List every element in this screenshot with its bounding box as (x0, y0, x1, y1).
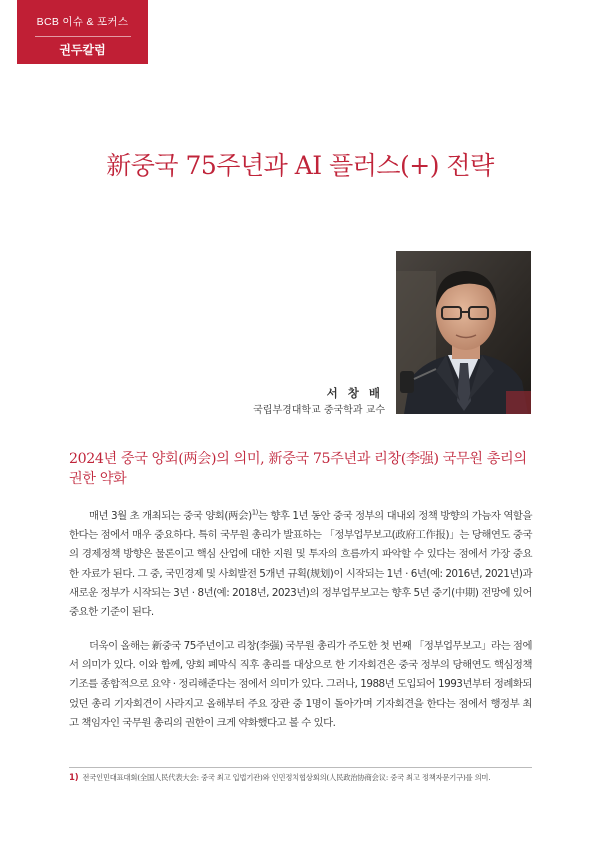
paragraph-1-body: 는 향후 1년 동안 중국 정부의 대내외 정책 방향의 가늠자 역할을 한다는 점에서 매우 중요하다. 특히 국무원 총리가 발표하는 「정부업무보고(政府工作报)」는 당해연도 중국의 경제정책 방향은 물론이고 핵심 산업에 대한 지원 및 투자의 흐름까지 파악할 수 있다는 점에서 가장 중요한 자료가 된다. 그 중, 국민경제 및 사회발전 5개년 규획(规划)이 시작되는 1년 · 6년(예: 2016년, 2021년)과 새로운 정부가 시작되는 3년 · 8년(예: 2018년, 2023년)의 정부업무보고는 향후 5년 중기(中期) 전망에 있어 중요한 기준이 된다. (69, 510, 532, 619)
footnote-ref[interactable]: 1) (251, 508, 258, 517)
footnote-number: 1) (69, 773, 79, 783)
footnote-text: 전국인민대표대회(全国人民代表大会: 중국 최고 입법기관)와 인민정치협상회의(人民政治协商会议: 중국 최고 정책자문기구)를 의미. (82, 773, 491, 782)
series-label: BCB 이슈 & 포커스 (36, 16, 129, 28)
paragraph-1 (69, 507, 532, 622)
author-affiliation: 국립부경대학교 중국학과 교수 (253, 405, 385, 416)
author-photo (396, 251, 531, 414)
paragraph-1-lead: 매년 3월 초 개최되는 중국 양회(两会) (89, 510, 252, 522)
article-title: 新중국 75주년과 AI 플러스(+) 전략 (106, 151, 494, 180)
section-subtitle: 2024년 중국 양회(两会)의 의미, 新중국 75주년과 리창(李强) 국무원 총리의 권한 약화 (69, 451, 527, 487)
section-tag (17, 0, 148, 64)
paragraph-2: 더욱이 올해는 新중국 75주년이고 리창(李强) 국무원 총리가 주도한 첫 번째 「정부업무보고」라는 점에서 의미가 있다. 이와 함께, 양회 폐막식 직후 총리를 대상으로 한 기자회견은 중국 정부의 당해연도 핵심정책 기조를 종합적으로 요약 · 정리해준다는 점에서 의미가 있다. 그러나, 1988년 도입되어 1993년부터 정례화되었던 총리 기자회견이 사라지고 올해부터 주요 장관 중 1명이 돌아가며 기자회견을 한다는 점에서 행정부 최고 책임자인 국무원 총리의 권한이 크게 약화했다고 볼 수 있다. (69, 640, 532, 729)
footnote (69, 771, 532, 785)
column-label: 권두칼럼 (59, 43, 106, 57)
author-name: 서 창 배 (326, 386, 383, 400)
tag-divider (35, 36, 131, 37)
footnote-divider (69, 767, 532, 768)
